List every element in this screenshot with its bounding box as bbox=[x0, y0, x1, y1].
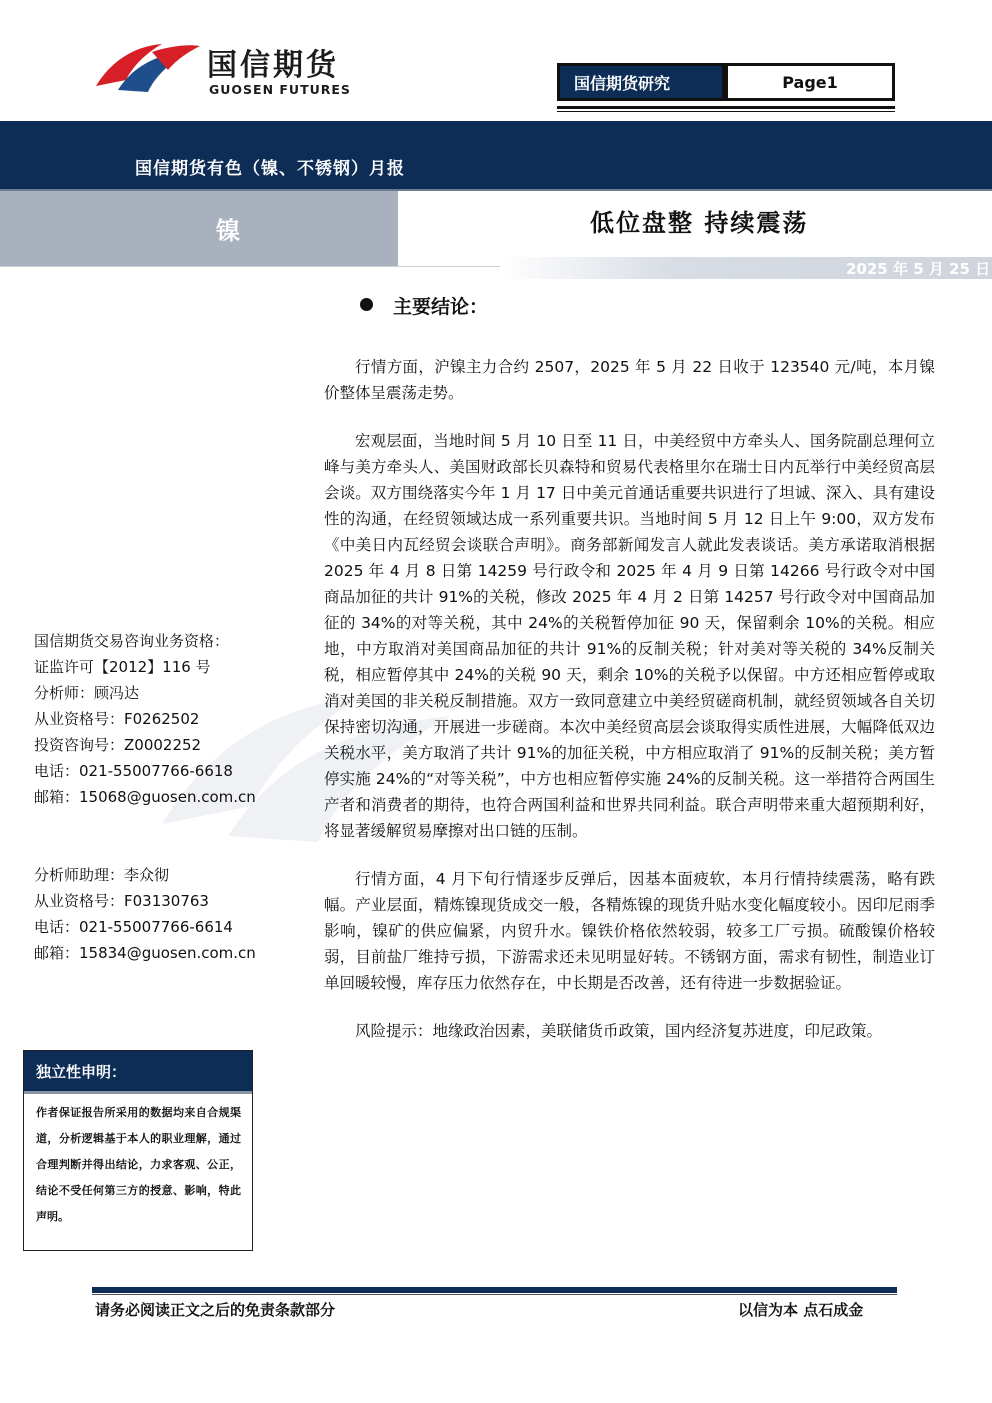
analyst-name: 分析师：顾冯达 bbox=[34, 684, 140, 702]
independence-text: 作者保证报告所采用的数据均来自合规渠道，分析逻辑基于本人的职业理解，通过合理判断并得出结论，力求客观、公正，结论不受任何第三方的授意、影响，特此声明。 bbox=[36, 1106, 241, 1223]
research-label: 国信期货研究 bbox=[557, 63, 725, 101]
category-label: 镍 bbox=[216, 217, 240, 245]
header-rule-thin bbox=[557, 111, 895, 112]
header-rule bbox=[557, 106, 895, 109]
section-title: 主要结论： bbox=[393, 296, 489, 318]
assistant-name: 分析师助理：李众彻 bbox=[34, 866, 170, 884]
bullet-icon bbox=[360, 298, 373, 311]
analyst-email: 邮箱：15068@guosen.com.cn bbox=[34, 788, 256, 806]
slogan: 以信为本 点石成金 bbox=[738, 1301, 864, 1319]
independence-rule bbox=[24, 1091, 252, 1094]
headline: 低位盘整 持续震荡 bbox=[590, 209, 809, 237]
report-date: 2025 年 5 月 25 日 bbox=[846, 260, 991, 278]
footer-rule-thin bbox=[92, 1294, 897, 1295]
logo-english-name: GUOSEN FUTURES bbox=[209, 82, 351, 97]
paragraph-industry: 行情方面，4 月下旬行情逐步反弹后，因基本面疲软，本月行情持续震荡，略有跌幅。产业层面，精炼镍现货成交一般，各精炼镍的现货升贴水变化幅度较小。因印尼雨季影响，镍矿的供应偏紧，内贸升水。镍铁价格依然较弱，较多工厂亏损。硫酸镍价格较弱，目前盐厂维持亏损，下游需求还未见明显好转。不锈钢方面，需求有韧性，制造业订单回暖较慢，库存压力依然存在，中长期是否改善，还有待进一步数据验证。 bbox=[324, 870, 935, 992]
assistant-phone: 电话：021-55007766-6614 bbox=[34, 918, 233, 936]
analyst-consult-no: 投资咨询号：Z0002252 bbox=[34, 736, 202, 754]
independence-title: 独立性申明： bbox=[24, 1051, 252, 1091]
report-title: 国信期货有色（镍、不锈钢）月报 bbox=[135, 159, 405, 179]
paragraph-risk: 风险提示：地缘政治因素，美联储货币政策，国内经济复苏进度，印尼政策。 bbox=[355, 1022, 883, 1040]
logo-chinese-name: 国信期货 bbox=[207, 48, 339, 83]
license-number: 证监许可【2012】116 号 bbox=[34, 658, 211, 676]
paragraph-market: 行情方面，沪镍主力合约 2507，2025 年 5 月 22 日收于 123540 元/吨，本月镍价整体呈震荡走势。 bbox=[324, 358, 935, 402]
guosen-logo-icon bbox=[92, 40, 202, 96]
page-number: Page1 bbox=[725, 63, 895, 101]
disclaimer-notice: 请务必阅读正文之后的免责条款部分 bbox=[95, 1301, 336, 1319]
analyst-phone: 电话：021-55007766-6618 bbox=[34, 762, 233, 780]
paragraph-macro: 宏观层面，当地时间 5 月 10 日至 11 日，中美经贸中方牵头人、国务院副总理何立峰与美方牵头人、美国财政部长贝森特和贸易代表格里尔在瑞士日内瓦举行中美经贸高层会谈。双方围绕落实今年 1 月 17 日中美元首通话重要共识进行了坦诚、深入、具有建设性的沟通，在经贸领域达成一系列重要共识。当地时间 5 月 12 日上午 9:00，双方发布《中美日内瓦经贸会谈联合声明》。商务部新闻发言人就此发表谈话。美方承诺取消根据 2025 年 4 月 8 日第 14259 号行政令和 2025 年 4 月 9 日第 14266 号行政令对中国商品加征的共计 91%的关税，修改 2025 年 4 月 2 日第 14257 号行政令对中国商品加征的 34%的对等关税，其中 24%的关税暂停加征 90 天，保留剩余 10%的关税。相应地，中方取消对美国商品加征的共计 91%的反制关税；针对美对等关税的 34%反制关税，相应暂停其中 24%的关税 90 天，剩余 10%的关税予以保留。中方还相应暂停或取消对美国的非关税反制措施。双方一致同意建立中美经贸磋商机制，就经贸领域各自关切保持密切沟通，开展进一步磋商。本次中美经贸高层会谈取得实质性进展，大幅降低双边关税水平，美方取消了共计 91%的加征关税，中方相应取消了 91%的反制关税；美方暂停实施 24%的“对等关税”，中方也相应暂停实施 24%的反制关税。这一举措符合两国生产者和消费者的期待，也符合两国利益和世界共同利益。联合声明带来重大超预期利好，将显著缓解贸易摩擦对出口链的压制。 bbox=[324, 432, 935, 840]
qualification: 国信期货交易咨询业务资格： bbox=[34, 632, 230, 650]
assistant-email: 邮箱：15834@guosen.com.cn bbox=[34, 944, 256, 962]
analyst-cert: 从业资格号：F0262502 bbox=[34, 710, 200, 728]
assistant-cert: 从业资格号：F03130763 bbox=[34, 892, 209, 910]
footer-rule bbox=[92, 1287, 897, 1293]
